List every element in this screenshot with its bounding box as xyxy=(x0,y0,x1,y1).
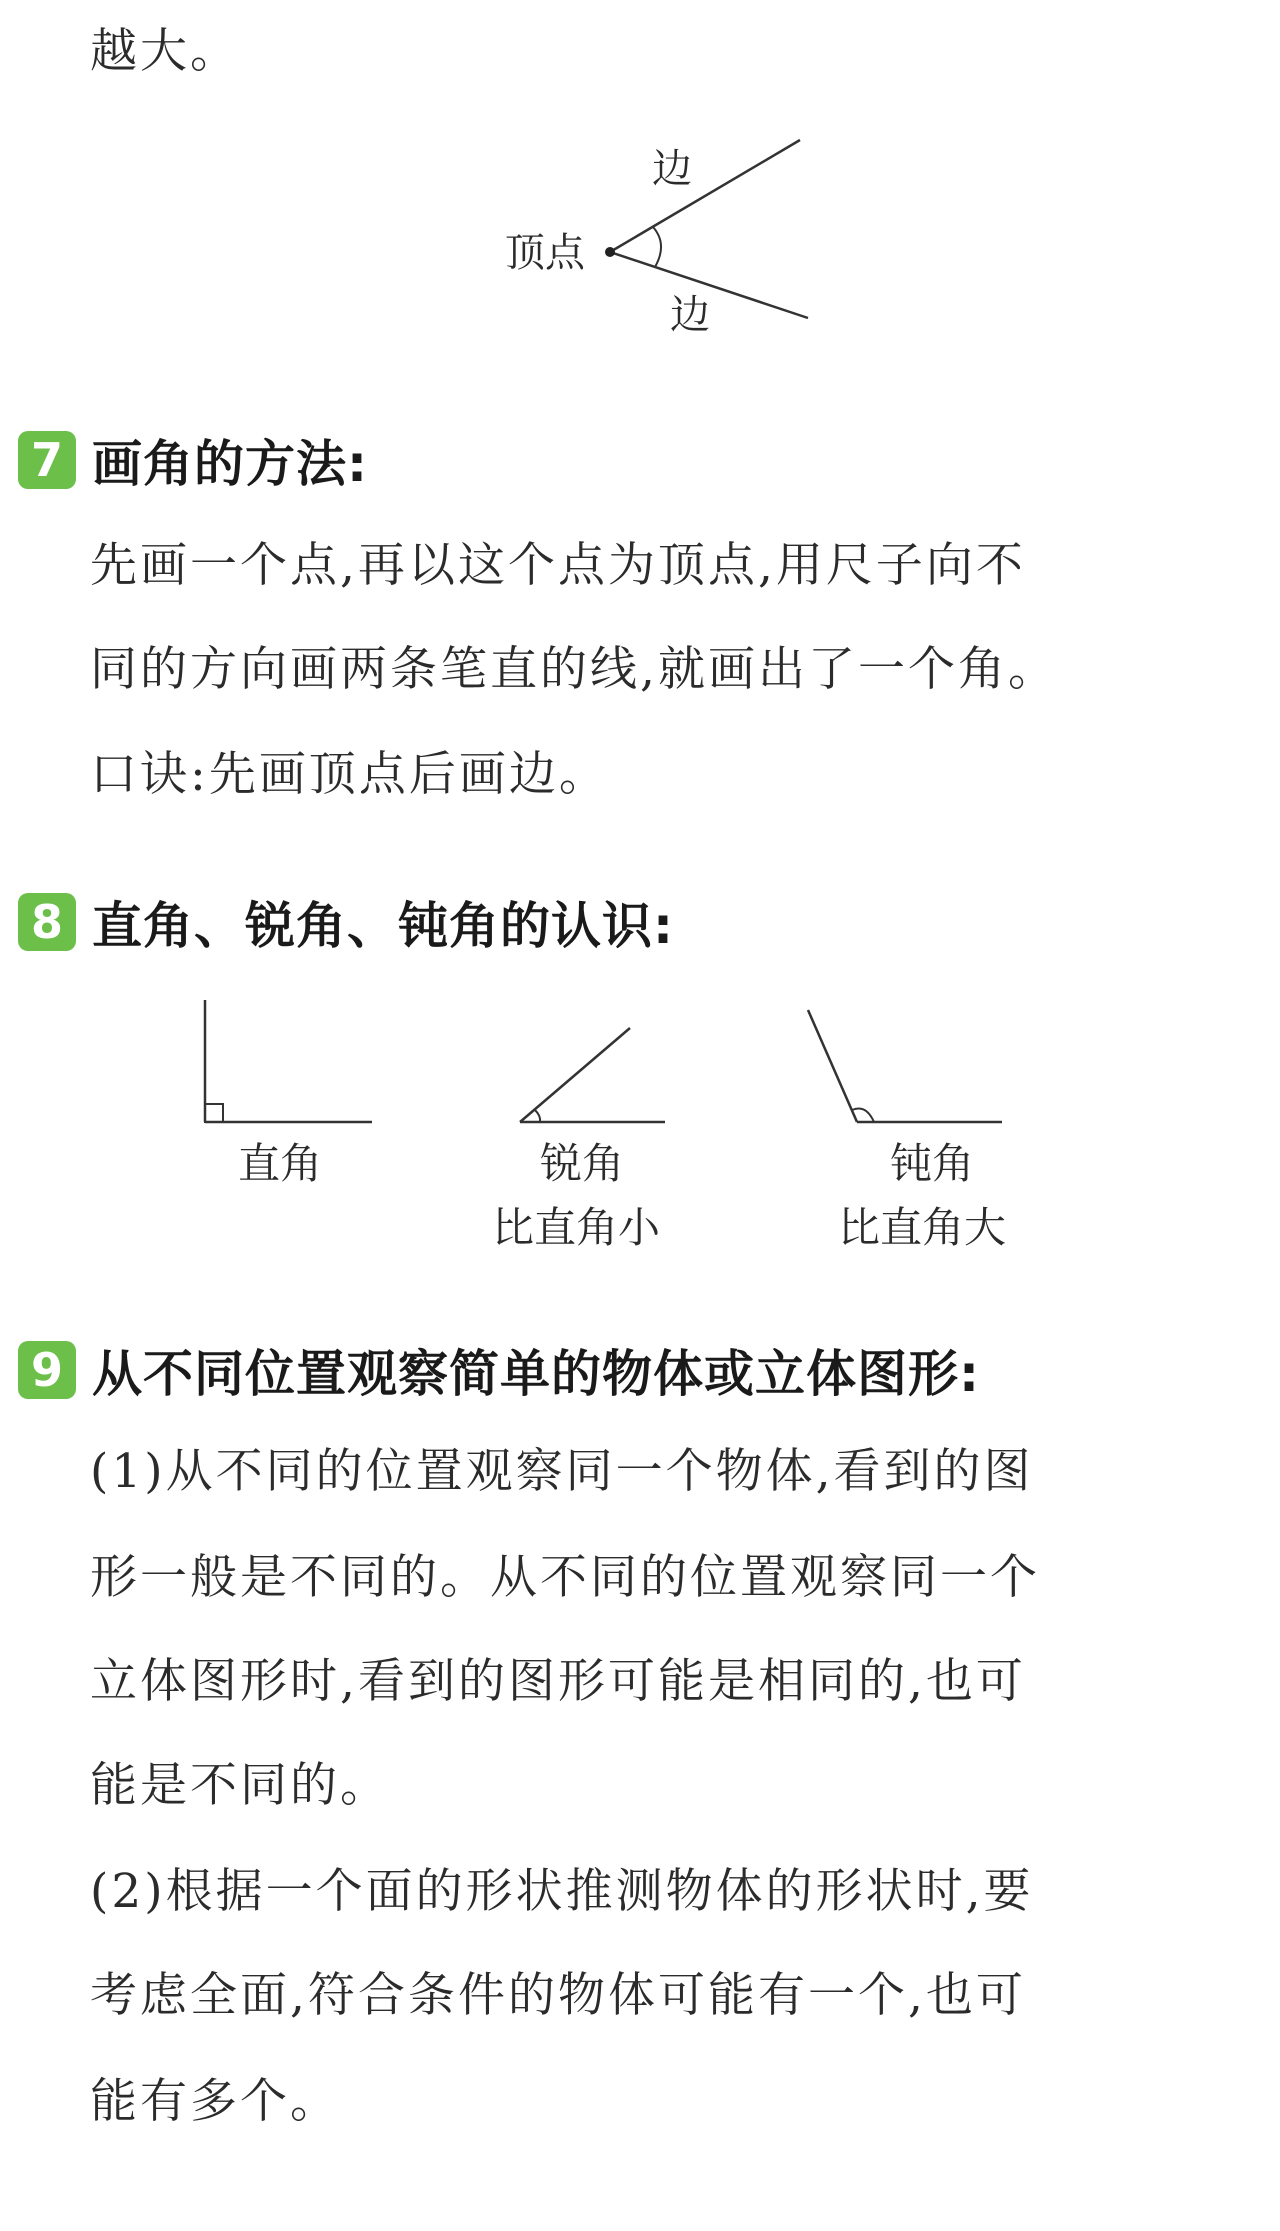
obtuse-angle-figure xyxy=(808,1010,1002,1122)
section-8-heading xyxy=(18,890,674,954)
section-9-title: 从不同位置观察简单的物体或立体图形: xyxy=(92,1345,980,1403)
section-9-line: 形一般是不同的。从不同的位置观察同一个 xyxy=(90,1550,1040,1605)
section-9-line: 能有多个。 xyxy=(90,2074,340,2129)
section-7-heading xyxy=(18,428,368,492)
angle-arc xyxy=(653,227,661,267)
section-9-heading xyxy=(18,1338,980,1402)
right-angle-label: 直角 xyxy=(238,1139,323,1188)
angle-edge-top xyxy=(610,140,800,252)
intro-line: 越大。 xyxy=(90,24,240,79)
angle-vertex-dot xyxy=(605,247,615,257)
section-9-line: (1)从不同的位置观察同一个物体,看到的图 xyxy=(90,1444,1034,1499)
section-7-line: 同的方向画两条笔直的线,就画出了一个角。 xyxy=(90,642,1058,697)
angle-edge-label-top: 边 xyxy=(652,146,692,192)
section-8-badge: 8 xyxy=(18,893,76,951)
right-angle-figure xyxy=(205,1000,372,1122)
acute-angle-note: 比直角小 xyxy=(492,1203,661,1252)
section-9-badge: 9 xyxy=(18,1341,76,1399)
obtuse-angle-note: 比直角大 xyxy=(838,1203,1007,1252)
section-9-line: (2)根据一个面的形状推测物体的形状时,要 xyxy=(90,1864,1034,1919)
acute-angle-figure xyxy=(520,1028,665,1122)
obtuse-angle-label: 钝角 xyxy=(890,1139,975,1188)
section-9-line: 立体图形时,看到的图形可能是相同的,也可 xyxy=(90,1654,1026,1709)
section-7-badge: 7 xyxy=(18,431,76,489)
section-9-line: 能是不同的。 xyxy=(90,1758,390,1813)
angle-vertex-label: 顶点 xyxy=(505,230,585,276)
section-8-title: 直角、锐角、钝角的认识: xyxy=(92,897,674,955)
section-7-title: 画角的方法: xyxy=(92,435,368,493)
section-7-line: 先画一个点,再以这个点为顶点,用尺子向不 xyxy=(90,538,1026,593)
acute-angle-label: 锐角 xyxy=(540,1139,625,1188)
angle-types-diagram xyxy=(0,990,1280,1260)
angle-diagram xyxy=(0,120,1280,360)
angle-edge-label-bottom: 边 xyxy=(670,292,710,338)
section-7-line: 口诀:先画顶点后画边。 xyxy=(90,747,609,802)
section-9-line: 考虑全面,符合条件的物体可能有一个,也可 xyxy=(90,1968,1026,2023)
